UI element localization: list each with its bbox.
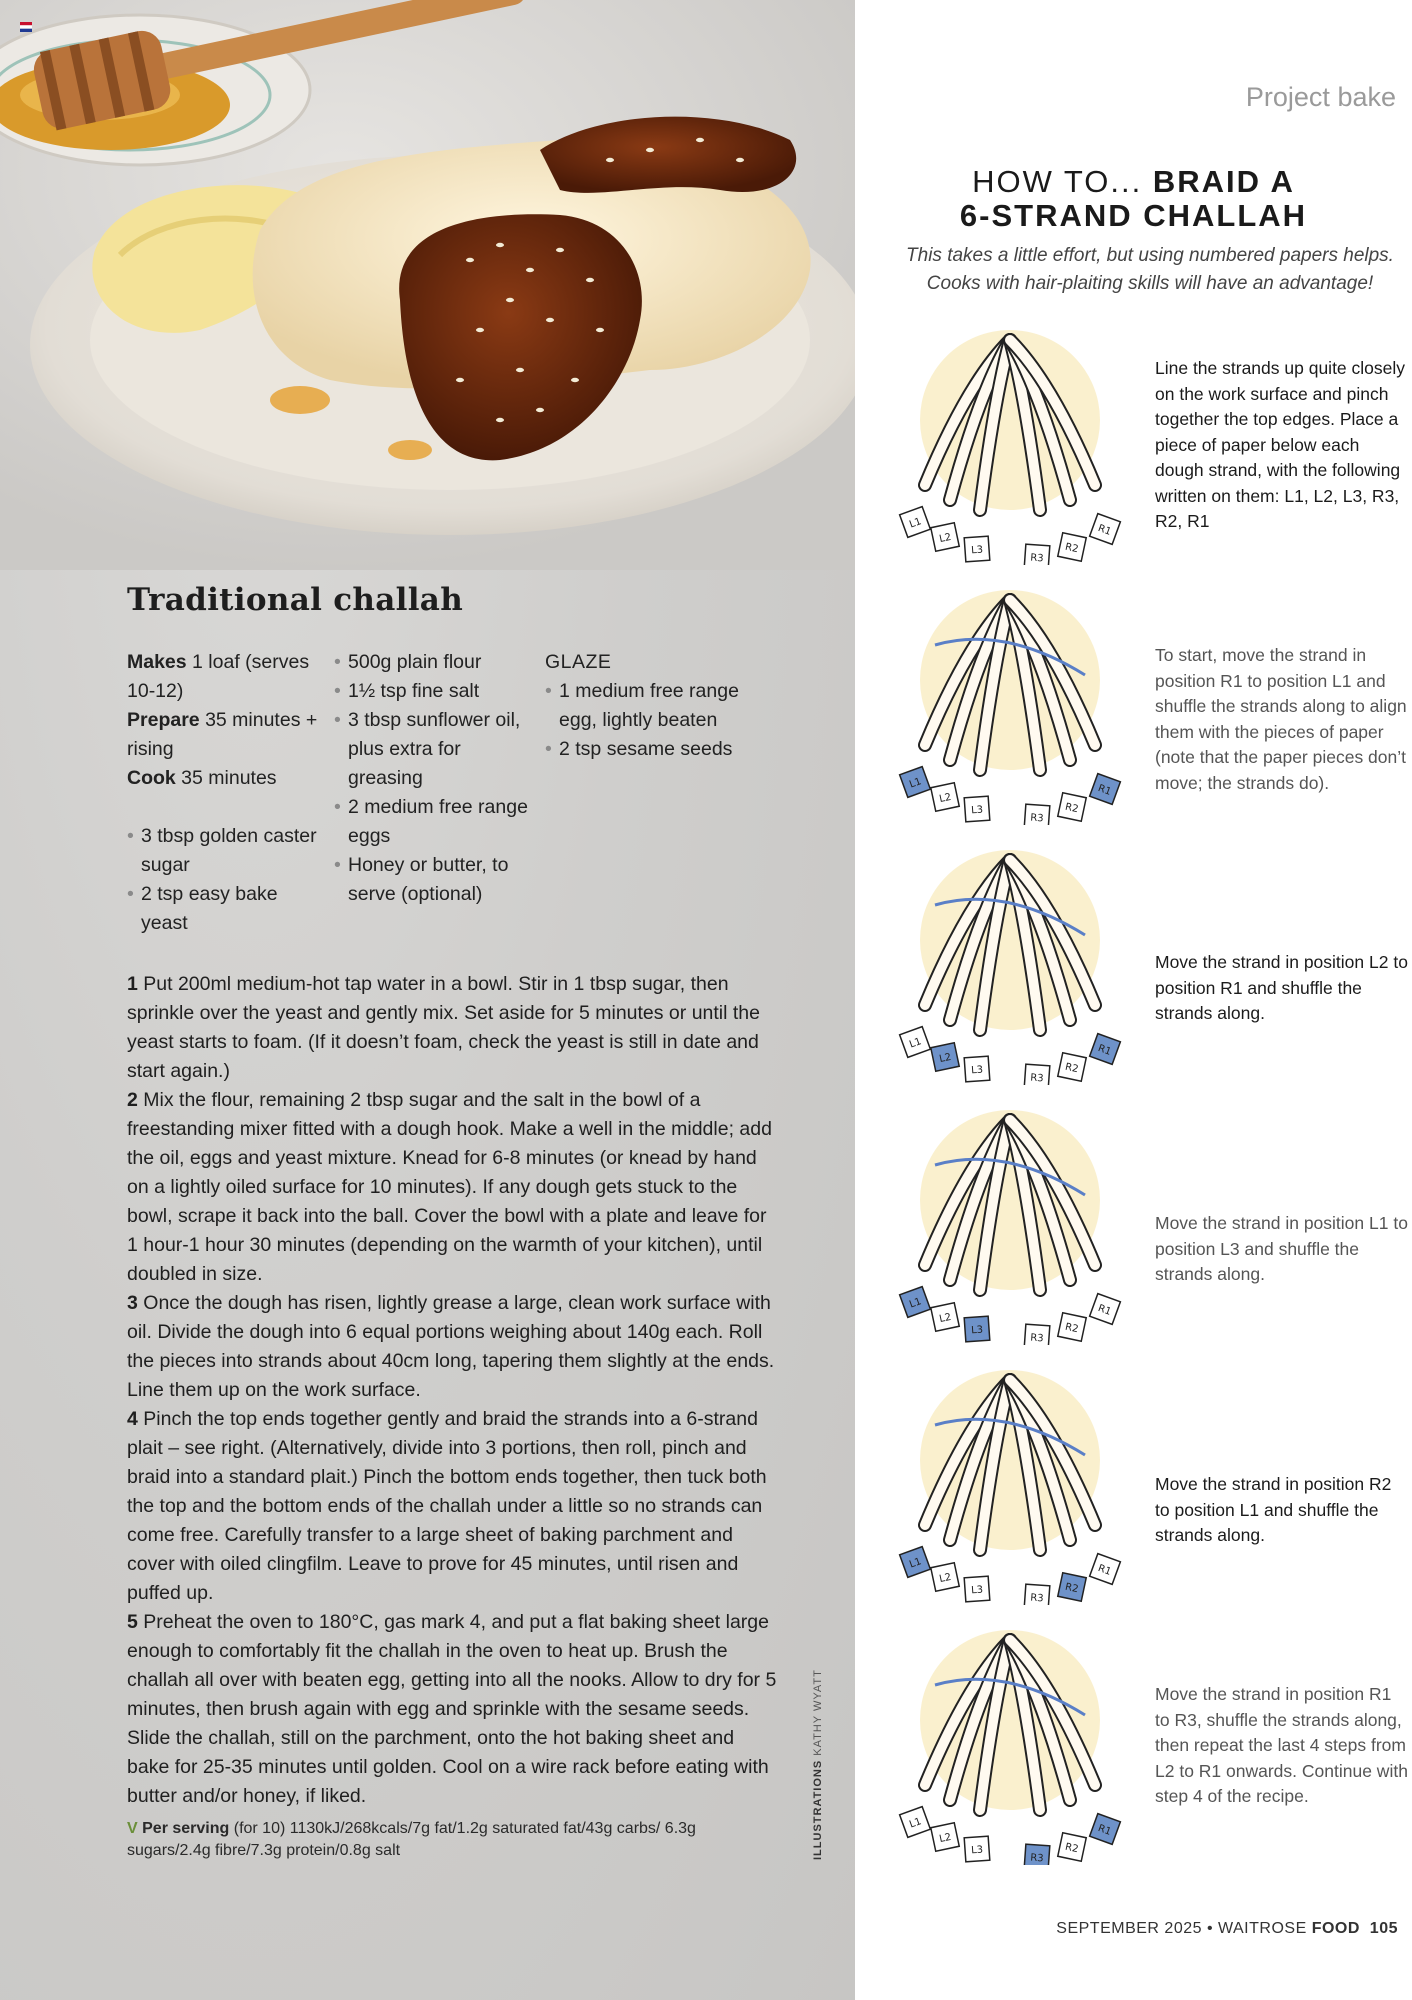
braid-step-illustration	[895, 845, 1125, 1085]
braid-step-illustration	[895, 585, 1125, 825]
braid-step-text: Move the strand in position L2 to position R1 and shuffle the strands along.	[1155, 952, 1408, 1023]
method-step: 5 Preheat the oven to 180°C, gas mark 4, and put a flat baking sheet large enough to comfortably fit the challah in the oven to heat up. Brush the challah all over with beaten egg, getting into all the nooks. Allow to dry for 5 minutes, then brush again with egg and sprinkle with the sesame seeds. Slide the challah, still on the parchment, onto the hot baking sheet and bake for 25-35 minutes until golden. Cool on a wire rack before eating with butter and/or honey, if liked.	[127, 1611, 777, 1807]
svg-text:L2: L2	[938, 791, 953, 806]
braid-step-text: Move the strand in position R1 to R3, shuffle the strands along, then repeat the last 4 steps from L2 to R1 onwards. Continue with step 4 of the recipe.	[1155, 1684, 1408, 1806]
svg-text:R3: R3	[1029, 1592, 1044, 1605]
svg-text:L1: L1	[908, 1816, 924, 1831]
paper-label	[1058, 1053, 1086, 1081]
glaze-column	[545, 648, 745, 764]
braid-step-illustration	[895, 1105, 1125, 1345]
paper-label	[931, 1563, 959, 1591]
howto-panel	[855, 0, 1412, 2000]
ingredient-item: • 2 medium free range eggs	[334, 793, 534, 851]
svg-text:R2: R2	[1064, 1061, 1080, 1076]
ingredient-item: • 500g plain flour	[334, 648, 534, 677]
paper-label	[900, 1547, 931, 1578]
paper-label	[1024, 544, 1050, 565]
prepare-row: Prepare 35 minutes + rising	[127, 709, 318, 760]
paper-label	[931, 1823, 959, 1851]
paper-label	[964, 796, 990, 822]
vegetarian-badge: V	[127, 1820, 138, 1837]
braid-step-illustration	[895, 325, 1125, 565]
paper-label	[964, 1576, 990, 1602]
method-step: 3 Once the dough has risen, lightly grease a large, clean work surface with oil. Divide the dough into 6 equal portions weighing about 140g each. Roll the pieces into strands about 40cm long, tapering them slightly at the ends. Line them up on the work surface.	[127, 1292, 775, 1401]
paper-label	[1090, 1814, 1121, 1845]
paper-label	[1024, 1584, 1050, 1605]
braid-step-text: Move the strand in position R2 to position L1 and shuffle the strands along.	[1155, 1474, 1392, 1545]
glaze-item: • 2 tsp sesame seeds	[545, 735, 745, 764]
svg-text:L2: L2	[938, 1571, 953, 1586]
svg-text:R1: R1	[1096, 1562, 1113, 1578]
paper-label	[1024, 804, 1050, 825]
paper-label	[1058, 1833, 1086, 1861]
svg-text:R1: R1	[1096, 1822, 1113, 1838]
svg-text:R3: R3	[1029, 552, 1044, 565]
svg-text:L2: L2	[938, 1311, 953, 1326]
paper-label	[1058, 1573, 1086, 1601]
challah-photo	[0, 0, 855, 570]
svg-text:R2: R2	[1064, 1581, 1080, 1596]
howto-intro: This takes a little effort, but using numbered papers helps. Cooks with hair-plaiting skills will have an advantage!	[906, 245, 1394, 294]
paper-label	[900, 1027, 931, 1058]
paper-label	[1024, 1324, 1050, 1345]
braid-step-illustration	[895, 1625, 1125, 1865]
ingredient-item: • Honey or butter, to serve (optional)	[334, 851, 534, 909]
svg-text:R2: R2	[1064, 1321, 1080, 1336]
svg-text:L2: L2	[938, 1051, 953, 1066]
nutrition-info	[127, 1818, 777, 1862]
paper-label	[1090, 774, 1121, 805]
svg-text:R1: R1	[1096, 1302, 1113, 1318]
recipe-title: Traditional challah	[127, 582, 464, 618]
paper-label	[964, 536, 990, 562]
recipe-info-column	[127, 648, 327, 938]
svg-text:R1: R1	[1096, 522, 1113, 538]
glaze-item: • 1 medium free range egg, lightly beaten	[545, 677, 745, 735]
paper-label	[1024, 1064, 1050, 1085]
svg-text:R3: R3	[1029, 812, 1044, 825]
paper-label	[964, 1056, 990, 1082]
howto-title: HOW TO... BRAID A 6-STRAND CHALLAH	[959, 164, 1308, 233]
ingredient-item: • 3 tbsp sunflower oil, plus extra for greasing	[334, 706, 534, 793]
section-label: Project bake	[1245, 82, 1396, 112]
svg-text:R2: R2	[1064, 541, 1080, 556]
makes-row: Makes 1 loaf (serves 10-12)	[127, 651, 310, 702]
svg-text:R3: R3	[1029, 1852, 1044, 1865]
paper-label	[931, 783, 959, 811]
paper-label	[931, 1043, 959, 1071]
ingredient-item: • 3 tbsp golden caster sugar	[127, 822, 327, 880]
paper-label	[1090, 1034, 1121, 1065]
ingredients-column	[334, 648, 534, 909]
flag-icon	[20, 22, 32, 32]
svg-text:R1: R1	[1096, 1042, 1113, 1058]
ingredient-item: • 2 tsp easy bake yeast	[127, 880, 327, 938]
ingredient-item: • 1½ tsp fine salt	[334, 677, 534, 706]
paper-label	[931, 523, 959, 551]
svg-text:L1: L1	[908, 776, 924, 791]
illustration-credit: ILLUSTRATIONS KATHY WYATT	[812, 1669, 824, 1860]
svg-text:L3: L3	[970, 544, 984, 557]
paper-label	[900, 507, 931, 538]
page-number: 105	[1369, 1920, 1398, 1937]
paper-label	[1058, 1313, 1086, 1341]
cook-row: Cook 35 minutes	[127, 767, 277, 789]
svg-text:L2: L2	[938, 531, 953, 546]
glaze-heading: GLAZE	[545, 651, 612, 673]
paper-label	[964, 1836, 990, 1862]
paper-label	[900, 1287, 931, 1318]
paper-label	[900, 767, 931, 798]
paper-label	[964, 1316, 990, 1342]
paper-label	[1024, 1844, 1050, 1865]
paper-label	[1090, 1294, 1121, 1325]
paper-label	[931, 1303, 959, 1331]
braid-step-illustration	[895, 1365, 1125, 1605]
svg-text:L2: L2	[938, 1831, 953, 1846]
svg-text:R3: R3	[1029, 1072, 1044, 1085]
svg-text:L3: L3	[970, 1844, 984, 1857]
svg-text:R2: R2	[1064, 801, 1080, 816]
nutrition-label: Per serving	[142, 1820, 230, 1837]
svg-text:L3: L3	[970, 804, 984, 817]
paper-label	[900, 1807, 931, 1838]
svg-text:L1: L1	[908, 1036, 924, 1051]
svg-text:R1: R1	[1096, 782, 1113, 798]
svg-text:L3: L3	[970, 1584, 984, 1597]
method-step: 1 Put 200ml medium-hot tap water in a bowl. Stir in 1 tbsp sugar, then sprinkle over the yeast and gently mix. Set aside for 5 minutes or until the yeast starts to foam. (If it doesn’t foam, check the yeast is still in date and start again.)	[127, 973, 760, 1082]
page-footer: SEPTEMBER 2025 • WAITROSE FOOD 105	[1056, 1920, 1398, 1937]
paper-label	[1058, 793, 1086, 821]
braid-step-text: Move the strand in position L1 to position L3 and shuffle the strands along.	[1155, 1213, 1408, 1284]
svg-text:L1: L1	[908, 1296, 924, 1311]
svg-text:L3: L3	[970, 1064, 984, 1077]
braid-step-text: To start, move the strand in position R1 to position L1 and shuffle the strands along to align them with the pieces of paper (note that the paper pieces don’t move; the strands do).	[1155, 645, 1407, 793]
paper-label	[1090, 1554, 1121, 1585]
svg-text:R2: R2	[1064, 1841, 1080, 1856]
svg-text:L1: L1	[908, 516, 924, 531]
nutrition-text: (for 10) 1130kJ/268kcals/7g fat/1.2g saturated fat/43g carbs/ 6.3g sugars/2.4g fibre/7.3g protein/0.8g salt	[127, 1820, 696, 1859]
svg-text:L1: L1	[908, 1556, 924, 1571]
svg-text:L3: L3	[970, 1324, 984, 1337]
paper-label	[1090, 514, 1121, 545]
method	[127, 970, 777, 1811]
method-step: 2 Mix the flour, remaining 2 tbsp sugar and the salt in the bowl of a freestanding mixer fitted with a dough hook. Make a well in the middle; add the oil, eggs and yeast mixture. Knead for 6-8 minutes (or knead by hand on a lightly oiled surface for 10 minutes). If any dough gets stuck to the bowl, scrape it back into the ball. Cover the bowl with a plate and leave for 1 hour-1 hour 30 minutes (depending on the warmth of your kitchen), until doubled in size.	[127, 1089, 772, 1285]
method-step: 4 Pinch the top ends together gently and braid the strands into a 6-strand plait – see right. (Alternatively, divide into 3 portions, then roll, pinch and braid into a standard plait.) Pinch the bottom ends together, then tuck both the top and the bottom ends of the challah under a little so no strands can come free. Carefully transfer to a large sheet of baking parchment and cover with oiled clingfilm. Leave to prove for 45 minutes, until risen and puffed up.	[127, 1408, 767, 1604]
svg-text:R3: R3	[1029, 1332, 1044, 1345]
paper-label	[1058, 533, 1086, 561]
braid-step-text: Line the strands up quite closely on the work surface and pinch together the top edges. Place a piece of paper below each dough strand, with the following written on them: L1, L2, L3, R3, R2, R1	[1155, 358, 1406, 531]
